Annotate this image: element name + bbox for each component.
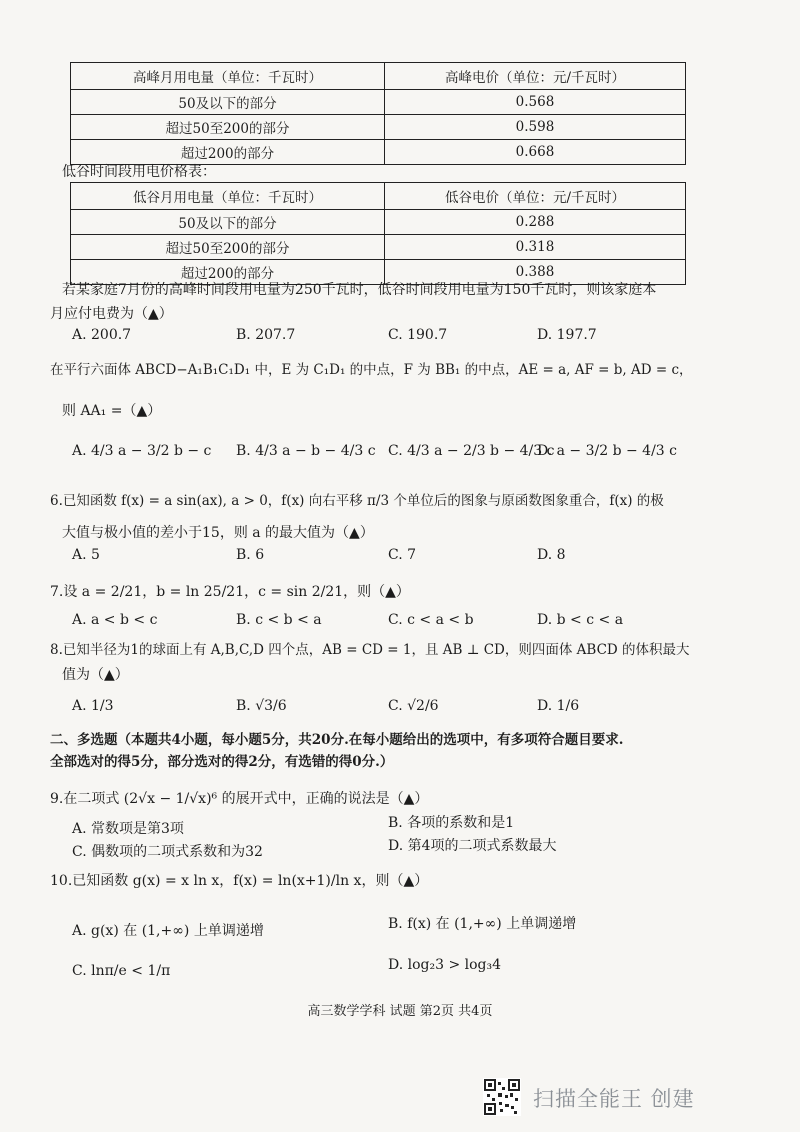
- q5-option-b: B. 4/3 a − b − 4/3 c: [236, 443, 376, 459]
- valley-caption: 低谷时间段用电价格表：: [62, 164, 216, 180]
- q5-ask: 则 AA₁ =（▲）: [62, 403, 162, 419]
- q9-option-d: D. 第4项的二项式系数最大: [388, 838, 557, 854]
- section2-heading-line1: 二、多选题（本题共4小题，每小题5分，共20分.在每小题给出的选项中，有多项符合题目要求.: [50, 732, 624, 748]
- q8-option-b: B. √3/6: [236, 698, 287, 714]
- valley-header-usage: 低谷月用电量（单位：千瓦时）: [71, 183, 385, 210]
- table-row: [71, 115, 686, 140]
- table-row: [71, 90, 686, 115]
- table-cell: 0.288: [385, 210, 686, 235]
- q7-option-a: A. a < b < c: [72, 612, 158, 628]
- q7-option-c: C. c < a < b: [388, 612, 474, 628]
- q5-option-a: A. 4/3 a − 3/2 b − c: [72, 443, 212, 459]
- q8-text-line2: 值为（▲）: [62, 667, 129, 683]
- q6-text-line2: 大值与极小值的差小于15，则 a 的最大值为（▲）: [62, 525, 374, 541]
- q6-option-d: D. 8: [537, 547, 566, 563]
- peak-price-table: [70, 62, 686, 165]
- q10-text: 10.已知函数 g(x) = x ln x，f(x) = ln(x+1)/ln x，则（▲）: [50, 873, 429, 889]
- q4-option-c: C. 190.7: [388, 327, 448, 343]
- q7-option-d: D. b < c < a: [537, 612, 624, 628]
- q4-text-line2: 月应付电费为（▲）: [50, 306, 173, 322]
- q5-option-d: D. a − 3/2 b − 4/3 c: [537, 443, 677, 459]
- q8-option-d: D. 1/6: [537, 698, 580, 714]
- qr-code-icon: [483, 1078, 521, 1116]
- q4-option-a: A. 200.7: [72, 327, 132, 343]
- q8-option-a: A. 1/3: [72, 698, 114, 714]
- table-cell: 超过50至200的部分: [71, 115, 385, 140]
- table-row: [71, 235, 686, 260]
- table-cell: 0.318: [385, 235, 686, 260]
- q9-option-a: A. 常数项是第3项: [72, 821, 184, 837]
- valley-header-price: 低谷电价（单位：元/千瓦时）: [385, 183, 686, 210]
- scanner-watermark: 扫描全能王 创建: [533, 1087, 695, 1111]
- q9-option-c: C. 偶数项的二项式系数和为32: [72, 844, 263, 860]
- q5-option-c: C. 4/3 a − 2/3 b − 4/3 c: [388, 443, 555, 459]
- table-cell: 0.388: [385, 260, 686, 285]
- q7-text: 7.设 a = 2/21，b = ln 25/21，c = sin 2/21，则（▲）: [50, 584, 410, 600]
- q10-option-c: C. lnπ/e < 1/π: [72, 963, 171, 979]
- q7-option-b: B. c < b < a: [236, 612, 322, 628]
- q10-option-d: D. log₂3 > log₃4: [388, 957, 502, 973]
- q6-option-b: B. 6: [236, 547, 265, 563]
- table-cell: 超过200的部分: [71, 260, 385, 285]
- q6-option-c: C. 7: [388, 547, 417, 563]
- q8-text-line1: 8.已知半径为1的球面上有 A,B,C,D 四个点，AB = CD = 1，且 AB ⊥ CD，则四面体 ABCD 的体积最大: [50, 642, 690, 658]
- q10-option-a: A. g(x) 在 (1,+∞) 上单调递增: [72, 923, 264, 939]
- table-cell: 0.598: [385, 115, 686, 140]
- section2-heading-line2: 全部选对的得5分，部分选对的得2分，有选错的得0分.）: [50, 754, 394, 770]
- table-cell: 0.568: [385, 90, 686, 115]
- table-cell: 超过200的部分: [71, 140, 385, 165]
- q5-text: 在平行六面体 ABCD−A₁B₁C₁D₁ 中，E 为 C₁D₁ 的中点，F 为 BB₁ 的中点，AE = a, AF = b, AD = c，: [50, 362, 693, 378]
- q6-option-a: A. 5: [72, 547, 100, 563]
- q4-option-d: D. 197.7: [537, 327, 597, 343]
- peak-header-usage: 高峰月用电量（单位：千瓦时）: [71, 63, 385, 90]
- peak-header-price: 高峰电价（单位：元/千瓦时）: [385, 63, 686, 90]
- q8-option-c: C. √2/6: [388, 698, 439, 714]
- table-cell: 50及以下的部分: [71, 210, 385, 235]
- page-footer: 高三数学学科 试题 第2页 共4页: [307, 1004, 493, 1019]
- table-row: [71, 210, 686, 235]
- q4-option-b: B. 207.7: [236, 327, 296, 343]
- valley-price-table: [70, 182, 686, 285]
- q10-option-b: B. f(x) 在 (1,+∞) 上单调递增: [388, 916, 577, 932]
- q6-text-line1: 6.已知函数 f(x) = a sin(ax), a > 0，f(x) 向右平移 π/3 个单位后的图象与原函数图象重合，f(x) 的极: [50, 493, 664, 509]
- q4-text-line1: 若某家庭7月份的高峰时间段用电量为250千瓦时，低谷时间段用电量为150千瓦时，则该家庭本: [62, 282, 657, 298]
- table-cell: 0.668: [385, 140, 686, 165]
- table-cell: 50及以下的部分: [71, 90, 385, 115]
- q9-text: 9.在二项式 (2√x − 1/√x)⁶ 的展开式中，正确的说法是（▲）: [50, 791, 429, 807]
- table-cell: 超过50至200的部分: [71, 235, 385, 260]
- q9-option-b: B. 各项的系数和是1: [388, 815, 515, 831]
